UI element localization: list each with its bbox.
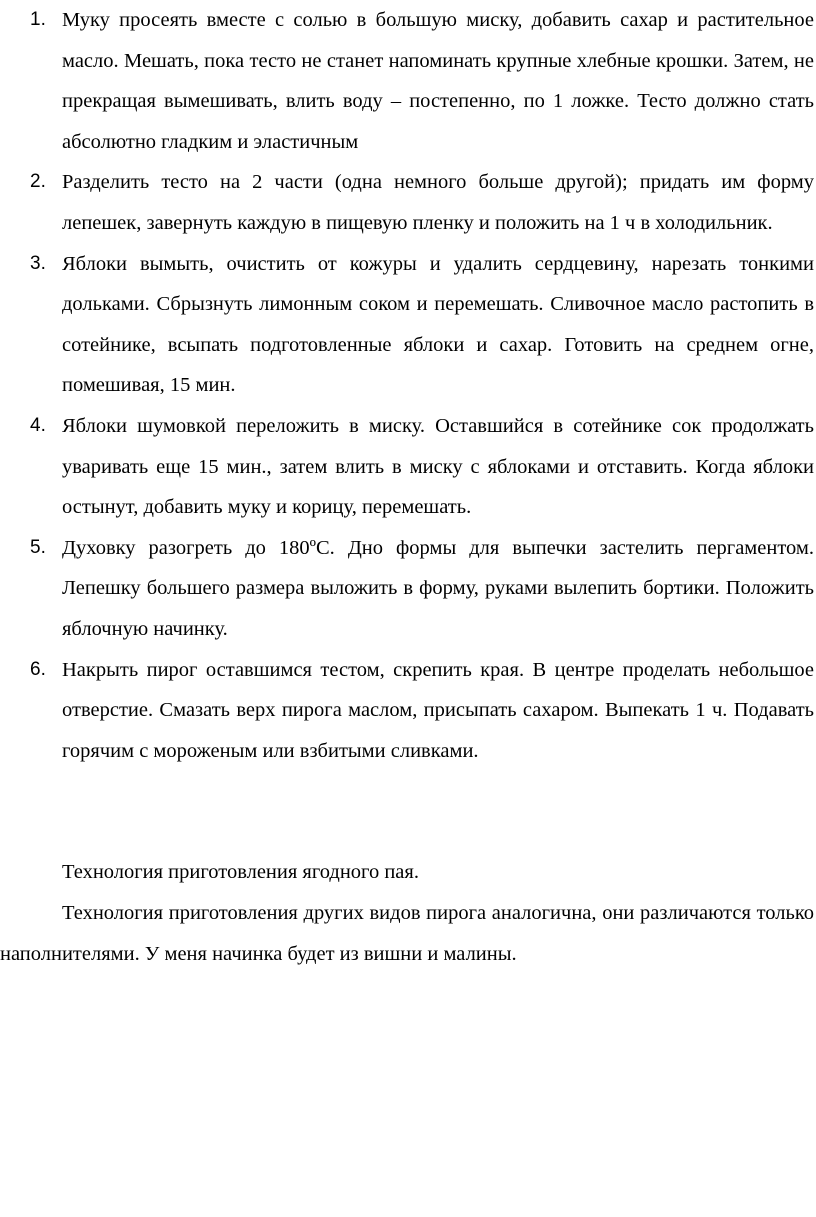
- recipe-step: [30, 244, 814, 406]
- step-number: 3.: [30, 252, 46, 274]
- step-number: 2.: [30, 171, 46, 193]
- step-text: Духовку разогреть до 180ºС. Дно формы для выпечки застелить пергаментом. Лепешку большего размера выложить в форму, руками вылепить бортики. Положить яблочную начинку.: [62, 536, 814, 640]
- berry-pie-title: Технология приготовления ягодного пая.: [62, 861, 419, 883]
- step-number: 5.: [30, 536, 46, 558]
- closing-paragraph: Технология приготовления других видов пирога аналогична, они различаются только наполнителями. У меня начинка будет из вишни и малины.: [0, 902, 814, 965]
- step-text: Разделить тесто на 2 части (одна немного больше другой); придать им форму лепешек, завернуть каждую в пищевую пленку и положить на 1 ч в холодильник.: [62, 171, 814, 234]
- step-text: Яблоки шумовкой переложить в миску. Оставшийся в сотейнике сок продолжать уваривать еще 15 мин., затем влить в миску с яблоками и отставить. Когда яблоки остынут, добавить муку и корицу, перемешать.: [62, 414, 814, 519]
- recipe-step: [30, 162, 814, 243]
- step-number: 1.: [30, 9, 46, 30]
- recipe-step: [30, 528, 814, 650]
- step-number: 4.: [30, 414, 46, 436]
- recipe-step: [30, 650, 814, 772]
- recipe-step: [30, 0, 814, 162]
- step-number: 6.: [30, 658, 46, 680]
- recipe-steps-list: [30, 0, 814, 771]
- step-text: Муку просеять вместе с солью в большую миску, добавить сахар и растительное масло. Мешать, пока тесто не станет напоминать крупные хлебные крошки. Затем, не прекращая вымешивать, влить воду – постепенно, по 1 ложке. Тесто должно стать абсолютно гладким и эластичным: [62, 9, 814, 153]
- recipe-step: [30, 406, 814, 528]
- step-text: Накрыть пирог оставшимся тестом, скрепить края. В центре проделать небольшое отверстие. Смазать верх пирога маслом, присыпать сахаром. Выпекать 1 ч. Подавать горячим с мороженым или взбитыми сливками.: [62, 658, 814, 762]
- step-text: Яблоки вымыть, очистить от кожуры и удалить сердцевину, нарезать тонкими дольками. Сбрызнуть лимонным соком и перемешать. Сливочное масло растопить в сотейнике, всыпать подготовленные яблоки и сахар. Готовить на среднем огне, помешивая, 15 мин.: [62, 252, 814, 397]
